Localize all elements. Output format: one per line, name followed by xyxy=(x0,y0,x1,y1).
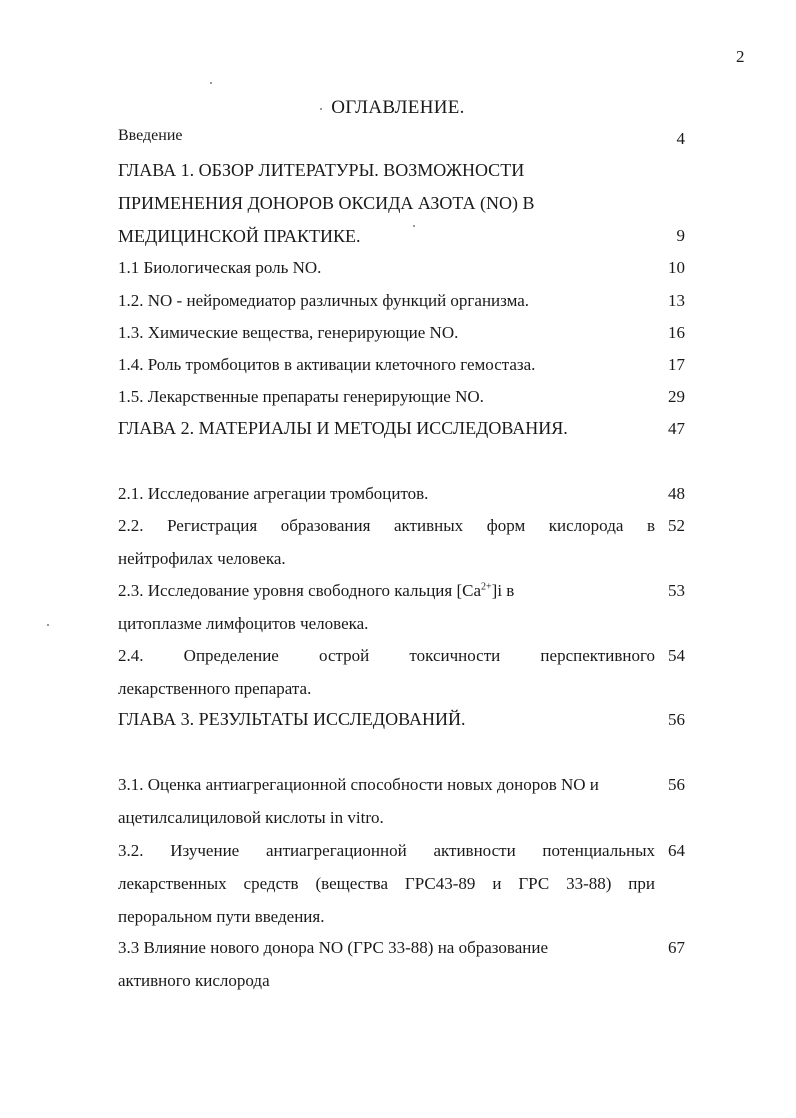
toc-entry-text: Введение xyxy=(118,127,183,144)
scan-speck xyxy=(320,108,322,110)
toc-entry-text-line: 3.2. Изучение антиагрегационной активности потенциальных xyxy=(118,841,655,860)
toc-page-number: 13 xyxy=(668,291,685,310)
scan-speck xyxy=(47,624,49,626)
toc-page-number: 56 xyxy=(668,710,685,729)
scan-speck xyxy=(413,225,415,227)
toc-entry-section-2-1 xyxy=(118,477,688,510)
toc-entry-chapter-2 xyxy=(118,412,688,445)
toc-entry-chapter-1 xyxy=(118,154,688,253)
toc-page-number: 10 xyxy=(668,258,685,277)
toc-entry-intro xyxy=(118,127,688,148)
toc-entry-text: ГЛАВА 2. МАТЕРИАЛЫ И МЕТОДЫ ИССЛЕДОВАНИЯ. xyxy=(118,418,568,438)
toc-entry-text-line: лекарственного препарата. xyxy=(118,679,312,698)
toc-entry-section-2-3 xyxy=(118,574,688,640)
toc-entry-text-line: МЕДИЦИНСКОЙ ПРАКТИКЕ. xyxy=(118,226,361,246)
toc-page-number: 16 xyxy=(668,323,685,342)
toc-entry-section-3-1 xyxy=(118,768,688,834)
toc-entry-section-1-5 xyxy=(118,380,688,413)
toc-entry-text-line: ацетилсалициловой кислоты in vitro. xyxy=(118,808,384,827)
toc-text-part: 2.3. Исследование уровня свободного кальция [Ca xyxy=(118,581,482,600)
toc-entry-text: 1.1 Биологическая роль NO. xyxy=(118,258,322,277)
toc-page-number: 48 xyxy=(668,484,685,503)
toc-page-number: 29 xyxy=(668,387,685,406)
toc-entry-text: 1.2. NO - нейромедиатор различных функций организма. xyxy=(118,291,530,310)
toc-entry-section-2-4 xyxy=(118,639,688,705)
toc-entry-text-line: пероральном пути введения. xyxy=(118,907,325,926)
toc-entry-text-line: ГЛАВА 1. ОБЗОР ЛИТЕРАТУРЫ. ВОЗМОЖНОСТИ xyxy=(118,160,525,180)
toc-entry-text-line: цитоплазме лимфоцитов человека. xyxy=(118,614,369,633)
toc-entry-section-3-3 xyxy=(118,931,688,997)
toc-entry-text-line: 2.4. Определение острой токсичности перспективного xyxy=(118,646,655,665)
toc-entry-text-line xyxy=(118,574,655,607)
toc-page-number: 53 xyxy=(668,581,685,600)
page-title: ОГЛАВЛЕНИЕ. xyxy=(331,97,465,118)
toc-entry-text: 1.4. Роль тромбоцитов в активации клеточного гемостаза. xyxy=(118,355,536,374)
toc-entry-section-1-2 xyxy=(118,284,688,317)
toc-entry-section-3-2 xyxy=(118,834,688,933)
toc-page-number: 47 xyxy=(668,419,685,438)
toc-page-number: 9 xyxy=(676,226,685,245)
toc-entry-text-line: 2.2. Регистрация образования активных форм кислорода в xyxy=(118,516,655,535)
toc-entry-text-line: нейтрофилах человека. xyxy=(118,549,286,568)
toc-entry-section-1-4 xyxy=(118,348,688,381)
toc-entry-section-1-1 xyxy=(118,251,688,284)
toc-entry-chapter-3 xyxy=(118,703,688,736)
superscript: 2+ xyxy=(481,581,492,593)
toc-entry-text-line: активного кислорода xyxy=(118,971,270,990)
toc-text-part: ]i в xyxy=(491,581,515,600)
page-number: 2 xyxy=(736,47,745,66)
toc-entry-text: 2.1. Исследование агрегации тромбоцитов. xyxy=(118,484,429,503)
toc-entry-text: 1.3. Химические вещества, генерирующие NO. xyxy=(118,323,459,342)
toc-entry-text-line: 3.1. Оценка антиагрегационной способности новых доноров NO и xyxy=(118,775,599,794)
toc-entry-section-2-2 xyxy=(118,509,688,575)
toc-page-number: 17 xyxy=(668,355,685,374)
toc-page-number: 4 xyxy=(676,129,685,148)
toc-entry-text-line: ПРИМЕНЕНИЯ ДОНОРОВ ОКСИДА АЗОТА (NO) В xyxy=(118,193,535,213)
toc-entry-text-line: лекарственных средств (вещества ГРС43-89 и ГРС 33-88) при xyxy=(118,874,655,893)
toc-page-number: 64 xyxy=(668,841,685,860)
scan-speck xyxy=(210,82,212,84)
toc-page-number: 56 xyxy=(668,775,685,794)
toc-entry-text: ГЛАВА 3. РЕЗУЛЬТАТЫ ИССЛЕДОВАНИЙ. xyxy=(118,709,466,729)
toc-page-number: 67 xyxy=(668,938,685,957)
toc-entry-text: 1.5. Лекарственные препараты генерирующие NO. xyxy=(118,387,484,406)
toc-page-number: 52 xyxy=(668,516,685,535)
toc-entry-text-line: 3.3 Влияние нового донора NO (ГРС 33-88) на образование xyxy=(118,938,548,957)
toc-page-number: 54 xyxy=(668,646,685,665)
toc-entry-section-1-3 xyxy=(118,316,688,349)
